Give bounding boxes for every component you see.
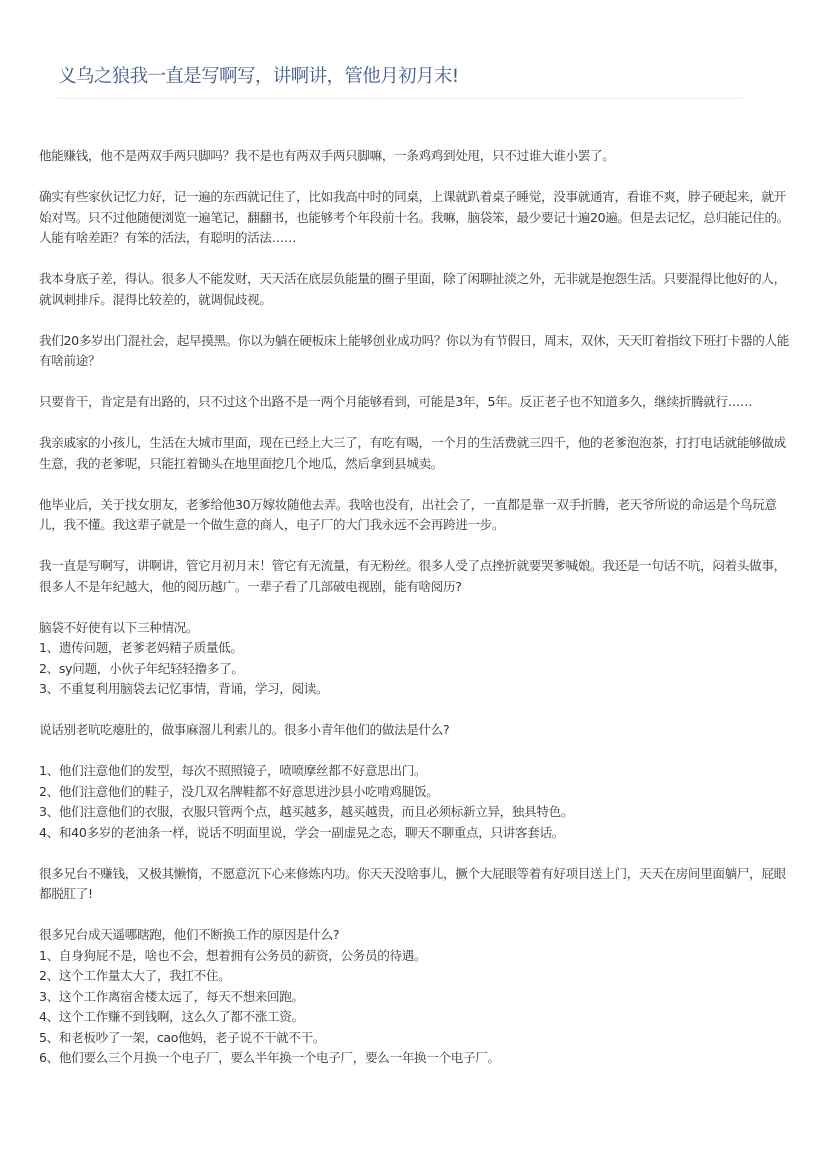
- list-item: 4、这个工作赚不到钱啊，这么久了都不涨工资。: [39, 1009, 304, 1024]
- paragraph: 很多兄台不赚钱，又极其懒惰，不愿意沉下心来修炼内功。你天天没啥事儿，撅个大屁眼等着有好项目送上门，天天在房间里面躺尸，屁眼都脱肛了!: [39, 865, 786, 901]
- title-bar: [58, 64, 742, 99]
- list-item: 2、他们注意他们的鞋子，没几双名牌鞋都不好意思进沙县小吃啃鸡腿饭。: [39, 783, 439, 799]
- list-item: 3、这个工作离宿舍楼太远了，每天不想来回跑。: [39, 988, 304, 1004]
- list-item: 3、他们注意他们的衣服，衣服只管两个点，越买越多，越买越贵，而且必须标新立异，独具特色。: [39, 804, 574, 819]
- list-item: 3、不重复利用脑袋去记忆事情，背诵，学习，阅读。: [39, 681, 329, 696]
- list-item: 1、他们注意他们的发型，每次不照照镜子，喷喷摩丝都不好意思出门。: [39, 763, 427, 778]
- list-item: 2、sy问题，小伙子年纪轻轻撸多了。: [39, 660, 244, 676]
- list-item: 6、他们要么三个月换一个电子厂，要么半年换一个电子厂，要么一年换一个电子厂。: [39, 1050, 500, 1065]
- list-item: 2、这个工作量太大了，我扛不住。: [39, 968, 231, 983]
- brain-issues-list: [39, 638, 791, 700]
- list-item: 1、遗传问题，老爹老妈精子质量低。: [39, 640, 243, 655]
- paragraph: 他毕业后，关于找女朋友，老爹给他30万嫁妆随他去弄。我啥也没有，出社会了，一直都是靠一双手折腾，老天爷所说的命运是个鸟玩意儿，我不懂。我这辈子就是一个做生意的商人，电子厂的大门我永远不会再跨进一步。: [39, 496, 777, 532]
- youth-habits-list: [39, 761, 791, 843]
- paragraph: 我们20多岁出门混社会，起早摸黑。你以为躺在硬板床上能够创业成功吗？你以为有节假日，周末，双休，天天盯着指纹下班打卡器的人能有啥前途？: [39, 332, 789, 368]
- paragraph: 很多兄台成天遥哪瞎跑，他们不断换工作的原因是什么?: [39, 927, 340, 942]
- list-item: 4、和40多岁的老油条一样，说话不明面里说，学会一副虚晃之态，聊天不聊重点，只讲客套话。: [39, 824, 564, 840]
- list-item: 5、和老板吵了一架，cao他妈，老子说不干就不干。: [39, 1029, 326, 1045]
- paragraph: 我一直是写啊写，讲啊讲，管它月初月末！管它有无流量，有无粉丝。很多人受了点挫折就要哭爹喊娘。我还是一句话不吭，闷着头做事，很多人不是年纪越大，他的阅历越广。一辈子看了几部破电视剧，能有啥阅历?: [39, 558, 786, 594]
- list-item: 1、自身狗屁不是，啥也不会，想着拥有公务员的薪资，公务员的待遇。: [39, 947, 427, 963]
- paragraph: 他能赚钱，他不是两双手两只脚吗？我不是也有两双手两只脚嘛，一条鸡鸡到处甩，只不过谁大谁小罢了。: [39, 148, 615, 163]
- paragraph: 我本身底子差，得认。很多人不能发财，天天活在底层负能量的圈子里面，除了闲聊扯淡之外，无非就是抱怨生活。只要混得比他好的人，就讽刺排斥。混得比较差的，就调侃歧视。: [39, 271, 786, 307]
- job-change-reasons-list: [39, 946, 791, 1069]
- paragraph: 只要肯干，肯定是有出路的，只不过这个出路不是一两个月能够看到，可能是3年，5年。反正老子也不知道多久，继续折腾就行……: [39, 394, 753, 409]
- paragraph: 确实有些家伙记忆力好，记一遍的东西就记住了，比如我高中时的同桌，上课就趴着桌子睡觉，没事就通宵，看谁不爽，脖子硬起来，就开始对骂。只不过他随便浏览一遍笔记，翻翻书，也能够考个年段前十名。我嘛，脑袋笨，最少要记十遍20遍。但是去记忆，总归能记住的。人能有啥差距？有笨的活法，有聪明的活法……: [39, 189, 789, 245]
- paragraph: 说话别老吭吃瘪肚的，做事麻溜儿利索儿的。很多小青年他们的做法是什么?: [39, 722, 450, 737]
- page-title: 义乌之狼我一直是写啊写，讲啊讲，管他月初月末!: [58, 66, 459, 87]
- article-body: [39, 146, 791, 1089]
- paragraph: 脑袋不好使有以下三种情况。: [39, 619, 199, 635]
- paragraph: 我亲戚家的小孩儿，生活在大城市里面，现在已经上大三了，有吃有喝，一个月的生活费就三四千，他的老爹泡泡茶，打打电话就能够做成生意，我的老爹呢，只能扛着锄头在地里面挖几个地瓜，然后拿到县城卖。: [39, 435, 786, 471]
